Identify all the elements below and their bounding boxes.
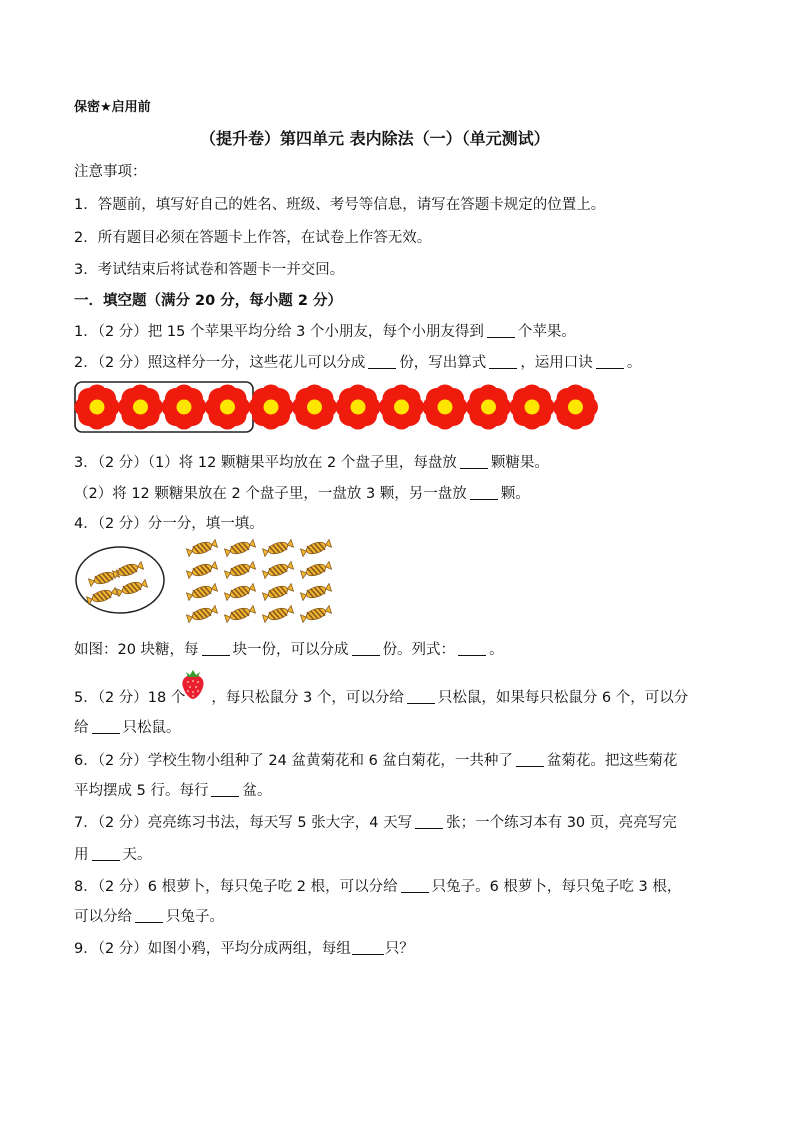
flower-icon — [423, 385, 468, 430]
q6-text: 平均摆成 5 行。每行 — [74, 783, 209, 799]
flower-icon — [118, 385, 163, 430]
q3-text: 颗糖果。 — [490, 455, 549, 471]
flower-icon — [292, 385, 337, 430]
q4-text: 如图：20 块糖，每 — [74, 642, 199, 658]
question-3-part-2 — [74, 482, 530, 503]
q2-text: 份，写出算式 — [399, 355, 487, 371]
q7-text: 天。 — [122, 847, 152, 863]
candy-icon — [262, 583, 294, 602]
page-title: （提升卷）第四单元 表内除法（一）（单元测试） — [200, 129, 550, 148]
q9-text: 9．（2 分）如图小鸦，平均分成两组，每组 — [74, 941, 351, 957]
candy-icon — [186, 561, 218, 580]
answer-blank[interactable] — [352, 940, 384, 955]
question-6 — [74, 749, 677, 770]
question-2 — [74, 351, 641, 372]
question-8-part-2 — [74, 905, 224, 926]
q8-text: 8．（2 分）6 根萝卜，每只兔子吃 2 根，可以分给 — [74, 879, 398, 895]
question-7-part-2 — [74, 843, 152, 864]
q6-text: 盆菊花。把这些菊花 — [546, 753, 678, 769]
flower-icon — [249, 385, 294, 430]
q9-text: 只？ — [384, 941, 414, 957]
answer-blank[interactable] — [401, 878, 429, 893]
answer-blank[interactable] — [489, 354, 517, 369]
q6-text: 盆。 — [242, 783, 272, 799]
question-4-answer — [74, 638, 504, 659]
notice-item: 1．答题前，填写好自己的姓名、班级、考号等信息，请写在答题卡规定的位置上。 — [74, 197, 606, 213]
q8-text: 只兔子。 — [166, 909, 224, 925]
candy-icon — [300, 583, 332, 602]
question-1 — [74, 320, 576, 341]
candy-icon — [224, 539, 256, 558]
answer-blank[interactable] — [460, 454, 488, 469]
answer-blank[interactable] — [516, 752, 544, 767]
flower-icon — [205, 385, 250, 430]
candy-icon — [224, 605, 256, 624]
q5-text: 5．（2 分）18 个 — [74, 690, 186, 706]
answer-blank[interactable] — [202, 641, 230, 656]
flower-icon — [336, 385, 381, 430]
candy-icon — [86, 587, 118, 606]
candy-icon — [116, 579, 148, 598]
section-heading: 一．填空题（满分 20 分，每小题 2 分） — [74, 293, 342, 309]
answer-blank[interactable] — [470, 485, 498, 500]
candies-figure — [74, 536, 354, 628]
candy-icon — [262, 539, 294, 558]
candy-icon — [186, 583, 218, 602]
flowers-figure — [74, 380, 604, 436]
notice-item: 2．所有题目必须在答题卡上作答，在试卷上作答无效。 — [74, 230, 432, 246]
q5-text: 给 — [74, 720, 89, 736]
answer-blank[interactable] — [92, 719, 120, 734]
question-8 — [74, 875, 681, 896]
q4-text: 份。列式： — [382, 642, 456, 658]
answer-blank[interactable] — [368, 354, 396, 369]
question-5-part-2 — [74, 716, 181, 737]
flower-icon — [466, 385, 511, 430]
candy-icon — [300, 605, 332, 624]
confidential-label: 保密★启用前 — [74, 100, 151, 115]
question-5 — [74, 686, 688, 707]
candy-icon — [224, 583, 256, 602]
q8-text: 可以分给 — [74, 909, 132, 925]
q7-text: 张；一个练习本有 30 页，亮亮写完 — [446, 815, 677, 831]
question-7 — [74, 811, 677, 832]
q7-text: 用 — [74, 847, 89, 863]
notice-heading: 注意事项： — [74, 164, 147, 180]
q3-text: 3．（2 分）（1）将 12 颗糖果平均放在 2 个盘子里，每盘放 — [74, 455, 457, 471]
q2-text: 。 — [626, 355, 642, 371]
answer-blank[interactable] — [92, 846, 120, 861]
flower-icon — [75, 385, 120, 430]
answer-blank[interactable] — [352, 641, 380, 656]
answer-blank[interactable] — [415, 814, 443, 829]
answer-blank[interactable] — [407, 689, 435, 704]
candy-icon — [300, 539, 332, 558]
candy-icon — [300, 561, 332, 580]
question-3 — [74, 451, 549, 472]
q5-text: 只松鼠，如果每只松鼠分 6 个，可以分 — [437, 690, 689, 706]
flower-icon — [553, 385, 598, 430]
q5-text: ，每只松鼠分 3 个，可以分给 — [211, 690, 404, 706]
answer-blank[interactable] — [458, 641, 486, 656]
q6-text: 6．（2 分）学校生物小组种了 24 盆黄菊花和 6 盆白菊花，一共种了 — [74, 753, 513, 769]
answer-blank[interactable] — [135, 908, 163, 923]
q1-text: 1．（2 分）把 15 个苹果平均分给 3 个小朋友，每个小朋友得到 — [74, 324, 484, 340]
question-4: 4．（2 分）分一分，填一填。 — [74, 516, 264, 532]
strawberry-icon — [180, 666, 206, 700]
candy-icon — [262, 561, 294, 580]
notice-item: 3．考试结束后将试卷和答题卡一并交回。 — [74, 262, 345, 278]
q7-text: 7．（2 分）亮亮练习书法，每天写 5 张大字，4 天写 — [74, 815, 413, 831]
candy-icon — [224, 561, 256, 580]
candy-icon — [262, 605, 294, 624]
q4-text: 。 — [489, 642, 504, 658]
q1-text: 个苹果。 — [517, 324, 576, 340]
answer-blank[interactable] — [596, 354, 624, 369]
q2-text: ，运用口诀 — [520, 355, 593, 371]
q2-text: 2．（2 分）照这样分一分，这些花儿可以分成 — [74, 355, 366, 371]
q4-text: 块一份，可以分成 — [232, 642, 349, 658]
q5-text: 只松鼠。 — [122, 720, 181, 736]
candy-icon — [186, 539, 218, 558]
answer-blank[interactable] — [211, 782, 239, 797]
question-6-part-2 — [74, 779, 271, 800]
flower-icon — [510, 385, 555, 430]
candy-icon — [186, 605, 218, 624]
question-9 — [74, 937, 414, 958]
q8-text: 只兔子。6 根萝卜，每只兔子吃 3 根， — [431, 879, 682, 895]
flower-icon — [379, 385, 424, 430]
flower-icon — [162, 385, 207, 430]
q3-text: 颗。 — [500, 486, 530, 502]
q3-text: （2）将 12 颗糖果放在 2 个盘子里，一盘放 3 颗，另一盘放 — [74, 486, 467, 502]
answer-blank[interactable] — [487, 323, 515, 338]
